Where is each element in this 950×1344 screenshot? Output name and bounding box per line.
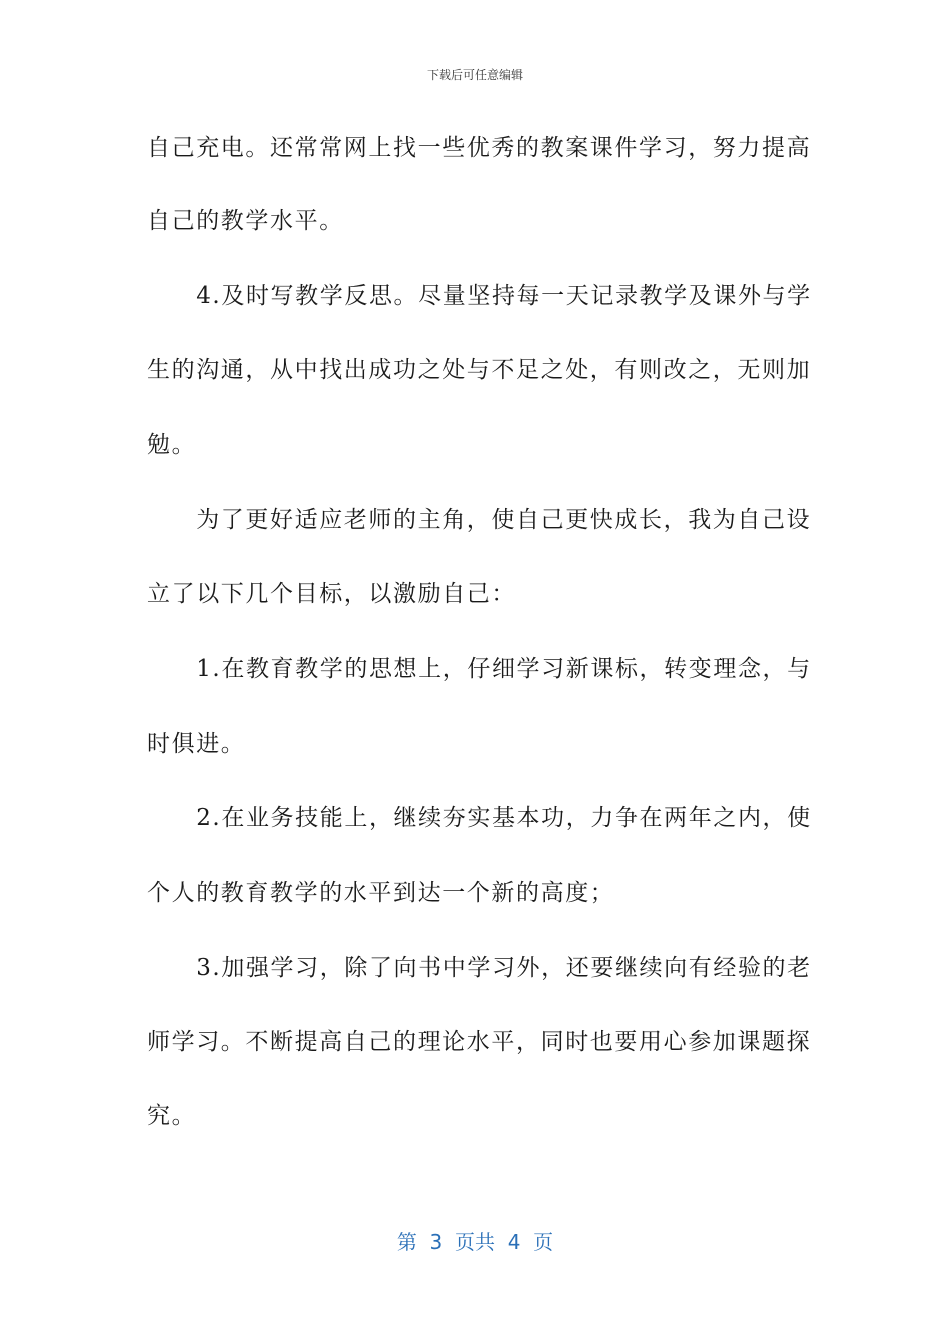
body-line: 生的沟通，从中找出成功之处与不足之处，有则改之，无则加 <box>147 357 812 383</box>
body-line: 2.在业务技能上，继续夯实基本功，力争在两年之内，使 <box>147 805 812 831</box>
body-line: 立了以下几个目标，以激励自己： <box>147 581 516 607</box>
body-line: 1.在教育教学的思想上，仔细学习新课标，转变理念，与 <box>147 656 812 682</box>
body-line: 时俱进。 <box>147 731 246 757</box>
body-line: 为了更好适应老师的主角，使自己更快成长，我为自己设 <box>147 507 812 533</box>
body-line: 勉。 <box>147 432 197 458</box>
body-line: 4.及时写教学反思。尽量坚持每一天记录教学及课外与学 <box>147 283 812 309</box>
body-line: 自己的教学水平。 <box>147 208 344 234</box>
body-line: 师学习。不断提高自己的理论水平，同时也要用心参加课题探 <box>147 1029 812 1055</box>
page-header: 下载后可任意编辑 <box>426 68 523 82</box>
body-line: 个人的教育教学的水平到达一个新的高度； <box>147 880 615 906</box>
page-footer: 第 3 页共 4 页 <box>396 1230 554 1254</box>
body-line: 自己充电。还常常网上找一些优秀的教案课件学习，努力提高 <box>147 135 812 161</box>
body-line: 究。 <box>147 1103 197 1129</box>
body-line: 3.加强学习，除了向书中学习外，还要继续向有经验的老 <box>147 955 812 981</box>
